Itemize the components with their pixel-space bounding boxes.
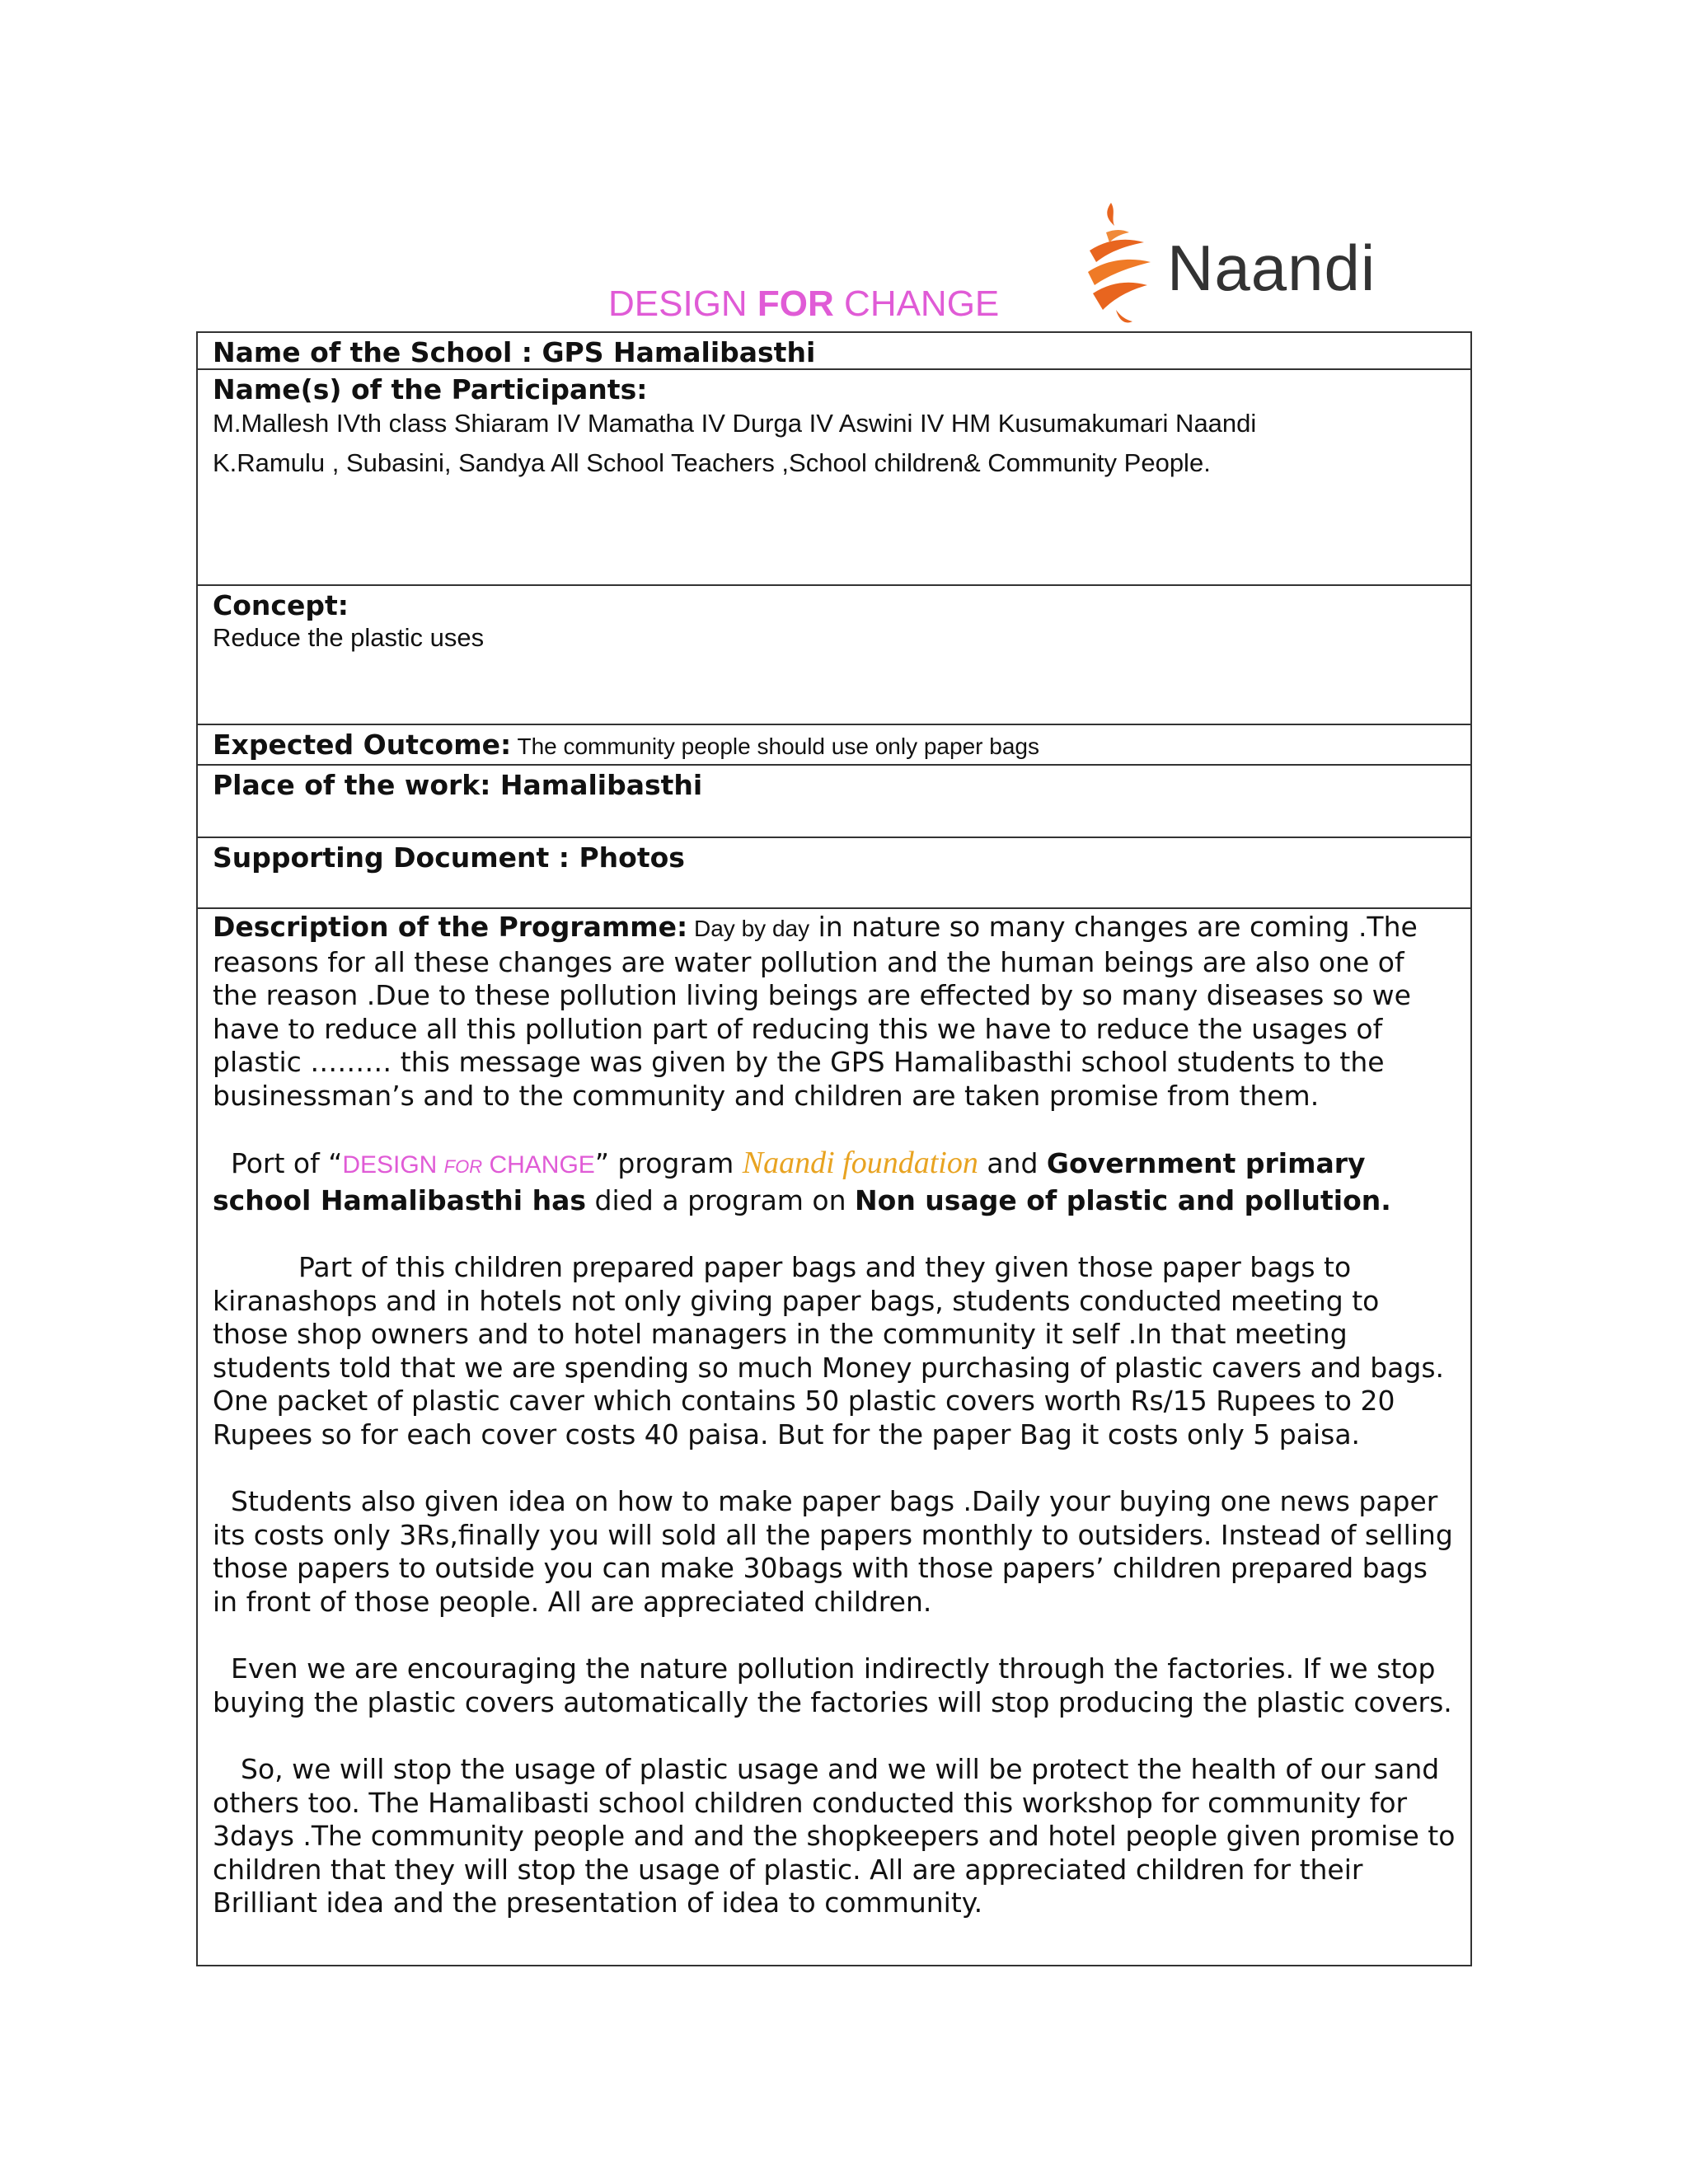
naandi-logo	[1078, 196, 1376, 328]
design-for-change-title: DESIGN FOR CHANGE	[608, 284, 1000, 324]
participants-line-2: K.Ramulu , Subasini, Sandya All School Teachers ,School children& Community People.	[213, 448, 1211, 477]
naandi-flame-logo-icon	[1078, 196, 1160, 328]
school-label: Name of the School : GPS Hamalibasthi	[213, 336, 816, 368]
description-row	[198, 909, 1470, 1965]
outcome-row	[198, 725, 1470, 766]
description-paragraph-5: Even we are encouraging the nature pollution indirectly through the factories. If we stop buying the plastic covers automatically the factories will stop producing the plastic covers.	[213, 1652, 1452, 1718]
description-paragraph-1: Description of the Programme: Day by day in nature so many changes are coming .The reasons for all these changes are water pollution and the human beings are also one of the reason .Due to these pollution living beings are effected by so many diseases so we have to reduce all this pollution part of reducing this we have to reduce the usages of plastic ……… this message was given by the GPS Hamalibasthi school students to the businessman’s and to the community and children are taken promise from them.	[213, 911, 1418, 1112]
concept-row	[198, 586, 1470, 725]
page-header	[0, 0, 1688, 331]
description-paragraph-2: Port of “DESIGN FOR CHANGE” program Naandi foundation and Government primary school Hamalibasthi has died a program on Non usage of plastic and pollution.	[213, 1146, 1391, 1216]
school-row	[198, 333, 1470, 370]
description-paragraph-3: Part of this children prepared paper bags and they given those paper bags to kiranashops and in hotels not only giving paper bags, students conducted meeting to those shop owners and to hotel managers in the community it self .In that meeting students told that we are spending so much Money purchasing of plastic cavers and bags. One packet of plastic caver which contains 50 plastic covers worth Rs/15 Rupees to 20 Rupees so for each cover costs 40 paisa. But for the paper Bag it costs only 5 paisa.	[213, 1251, 1445, 1451]
concept-label: Concept:	[213, 589, 349, 621]
participants-label: Name(s) of the Participants:	[213, 373, 648, 405]
participants-line-1: M.Mallesh IVth class Shiaram IV Mamatha IV Durga IV Aswini IV HM Kusumakumari Naandi	[213, 409, 1257, 438]
place-row	[198, 766, 1470, 838]
place-label: Place of the work: Hamalibasthi	[213, 769, 703, 801]
concept-value: Reduce the plastic uses	[213, 623, 485, 652]
supporting-row	[198, 838, 1470, 909]
naandi-foundation-text: Naandi foundation	[742, 1146, 978, 1180]
description-paragraph-6: So, we will stop the usage of plastic usage and we will be protect the health of our sand others too. The Hamalibasti school children conducted this workshop for community for 3days .The community people and and the shopkeepers and hotel people given promise to children that they will stop the usage of plastic. All are appreciated children for their Brilliant idea and the presentation of idea to community.	[213, 1753, 1456, 1919]
participants-row	[198, 370, 1470, 586]
outcome-value: The community people should use only paper bags	[511, 733, 1039, 759]
outcome-label: Expected Outcome:	[213, 729, 512, 761]
supporting-label: Supporting Document : Photos	[213, 841, 685, 874]
description-paragraph-4: Students also given idea on how to make paper bags .Daily your buying one news paper its costs only 3Rs,finally you will sold all the papers monthly to outsiders. Instead of selling those papers to outside you can make 30bags with those papers’ children prepared bags in front of those people. All are appreciated children.	[213, 1485, 1453, 1618]
description-label: Description of the Programme:	[213, 911, 688, 943]
submission-form-table	[196, 331, 1472, 1966]
naandi-logo-text: Naandi	[1167, 232, 1376, 304]
inline-dfc-brand: DESIGN FOR CHANGE	[342, 1151, 595, 1179]
